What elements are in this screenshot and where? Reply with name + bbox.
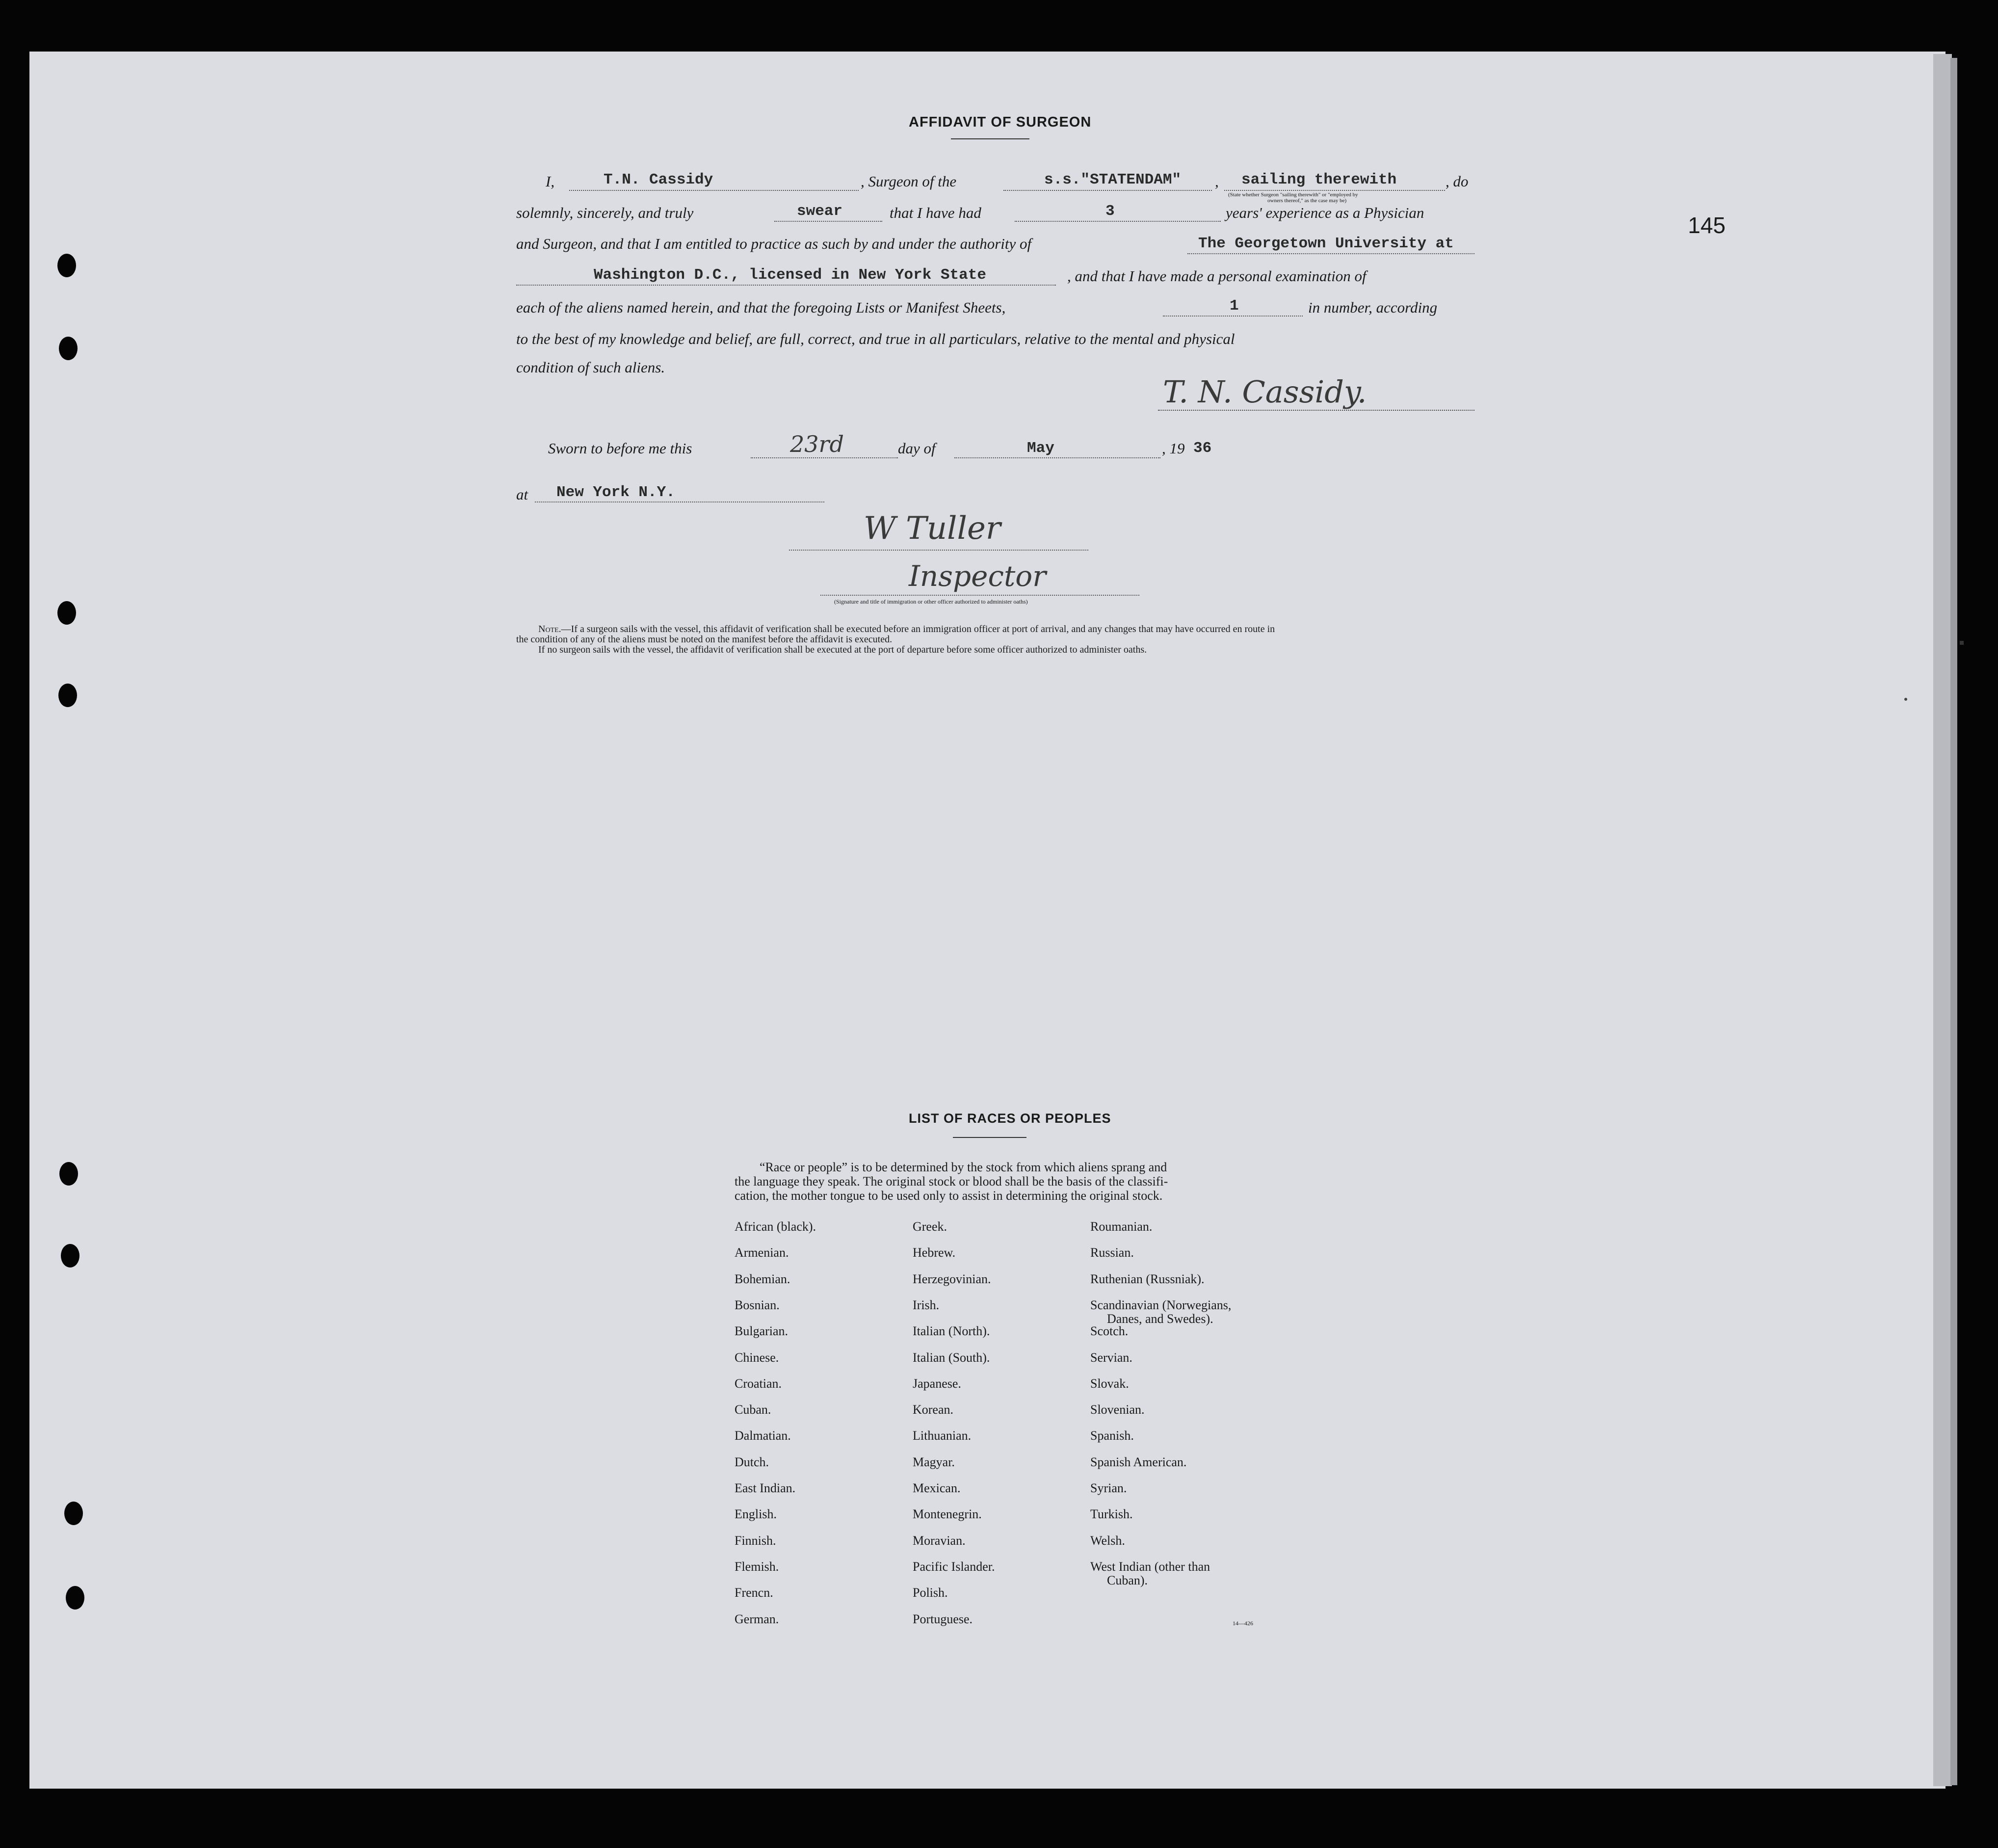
l1-mid: , Surgeon of the [861,173,957,190]
races-intro-2: the language they speak. The original stock or blood shall be the basis of the classifi- [735,1174,1168,1188]
race-item: Chinese. [735,1350,779,1365]
race-item: Roumanian. [1090,1219,1153,1234]
sworn-place-field: New York N.Y. [556,484,675,501]
race-item: Flemish. [735,1559,779,1574]
authority-line-1 [1187,253,1474,254]
race-item: English. [735,1507,777,1522]
years-line [1015,221,1221,222]
race-item: Portuguese. [913,1611,973,1626]
authority-field-2: Washington D.C., licensed in New York State [594,266,986,284]
race-item: Russian. [1090,1245,1134,1260]
note-text-1: —If a surgeon sails with the vessel, this affidavit of verification shall be executed before an immigration officer at port of arrival, and any changes that may have occurred en route in [561,624,1275,634]
race-item: Slovak. [1090,1376,1129,1391]
surgeon-name-field: T.N. Cassidy [604,171,713,188]
race-item: Italian (South). [913,1350,990,1365]
race-item: Armenian. [735,1245,789,1260]
stray-mark [1960,641,1964,645]
sheets-line [1163,316,1303,317]
race-item: Ruthenian (Russniak). [1090,1271,1205,1286]
l4-end: , and that I have made a personal examination of [1067,267,1367,285]
races-intro-3: cation, the mother tongue to be used only to assist in determining the original stock. [735,1188,1163,1203]
sworn-month-field: May [1027,440,1054,457]
race-item: Hebrew. [913,1245,956,1260]
authority-line-2 [516,285,1056,286]
sworn-day-of: day of [898,440,936,457]
l2-mid: that I have had [890,204,981,221]
title-underline [951,138,1029,139]
l7: condition of such aliens. [516,359,665,376]
sailing-status-field: sailing therewith [1241,171,1397,188]
punch-hole [59,337,78,360]
race-item: Spanish American. [1090,1454,1187,1469]
race-item: Dutch. [735,1454,769,1469]
race-item: Cuban. [735,1402,771,1417]
stray-mark [1904,698,1907,701]
page-number: 145 [1688,212,1726,238]
race-item: German. [735,1611,779,1626]
note-label: Note. [538,624,561,634]
surgeon-signature: T. N. Cassidy. [1163,374,1367,410]
officer-title: Inspector [909,559,1046,593]
race-item: Bulgarian. [735,1324,789,1339]
race-item: Montenegrin. [913,1507,982,1522]
affidavit-title: AFFIDAVIT OF SURGEON [909,114,1092,130]
punch-hole [57,254,76,277]
l1-comma: , [1215,173,1219,190]
race-item: Korean. [913,1402,954,1417]
surgeon-name-line [569,190,859,191]
l5-prefix: each of the aliens named herein, and that the foregoing Lists or Manifest Sheets, [516,299,1006,316]
race-item: Cuban). [1107,1573,1148,1587]
punch-hole [57,601,76,625]
page-edge-shadow [1950,58,1957,1785]
sworn-month-line [954,457,1160,458]
l2-end: years' experience as a Physician [1226,204,1424,221]
officer-caption: (Signature and title of immigration or other officer authorized to administer oaths) [834,598,1028,605]
sailing-note-2: owners thereof," as the case may be) [1267,198,1347,204]
race-item: Welsh. [1090,1533,1125,1548]
race-item: Magyar. [913,1454,955,1469]
race-item: Pacific Islander. [913,1559,995,1574]
race-item: West Indian (other than [1090,1559,1210,1574]
surgeon-signature-line [1158,410,1474,411]
race-item: Mexican. [913,1481,961,1495]
sworn-day-line [751,457,898,458]
sworn-year-field: 36 [1193,440,1212,457]
race-item: Scotch. [1090,1324,1129,1339]
officer-signature-line [789,550,1088,551]
sworn-day-field: 23rd [790,431,844,457]
sworn-prefix: Sworn to before me this [548,440,692,457]
sworn-at: at [516,486,528,503]
l2-prefix: solemnly, sincerely, and truly [516,204,694,221]
race-item: Scandinavian (Norwegians, [1090,1297,1232,1312]
race-item: African (black). [735,1219,816,1234]
race-item: Finnish. [735,1533,776,1548]
race-item: Irish. [913,1297,940,1312]
race-item: Lithuanian. [913,1428,972,1443]
l1-end: , do [1446,173,1469,190]
punch-hole [59,1162,78,1186]
race-item: Polish. [913,1585,948,1600]
page-edge [1933,54,1952,1786]
oath-type-line [774,221,882,222]
race-item: Dalmatian. [735,1428,791,1443]
punch-hole [64,1502,83,1525]
note-line-1 [538,624,1275,634]
ship-name-field: s.s."STATENDAM" [1044,171,1182,188]
l5-end: in number, according [1308,299,1438,316]
race-item: Bohemian. [735,1271,790,1286]
sailing-note-1: (State whether Surgeon "sailing therewith" or "employed by [1228,192,1358,198]
sheets-field: 1 [1230,297,1239,315]
race-item: Syrian. [1090,1481,1127,1495]
race-item: Japanese. [913,1376,961,1391]
races-title: LIST OF RACES OR PEOPLES [909,1111,1111,1126]
punch-hole [66,1586,84,1610]
races-title-underline [953,1137,1026,1138]
l6: to the best of my knowledge and belief, are full, correct, and true in all particulars, relative to the mental and physical [516,330,1235,347]
punch-hole [61,1244,79,1267]
race-item: Servian. [1090,1350,1132,1365]
race-item: Spanish. [1090,1428,1134,1443]
oath-type-field: swear [797,203,843,220]
form-number: 14—426 [1233,1620,1253,1627]
years-field: 3 [1105,203,1115,220]
l3-prefix: and Surgeon, and that I am entitled to practice as such by and under the authority of [516,235,1032,252]
race-item: East Indian. [735,1481,796,1495]
l1-prefix: I, [546,173,555,190]
race-item: Danes, and Swedes). [1107,1311,1213,1326]
race-item: Italian (North). [913,1324,990,1339]
ship-name-line [1003,190,1212,191]
race-item: Herzegovinian. [913,1271,991,1286]
race-item: Turkish. [1090,1507,1133,1522]
race-item: Frencn. [735,1585,773,1600]
race-item: Moravian. [913,1533,966,1548]
race-item: Bosnian. [735,1297,780,1312]
note-line-2: the condition of any of the aliens must be noted on the manifest before the affidavit is executed. [516,634,893,645]
sailing-status-line [1224,190,1445,191]
race-item: Croatian. [735,1376,782,1391]
races-intro-1: “Race or people” is to be determined by the stock from which aliens sprang and [760,1160,1167,1174]
race-item: Slovenian. [1090,1402,1145,1417]
punch-hole [58,684,77,707]
authority-field-1: The Georgetown University at [1198,235,1454,252]
officer-title-line [820,595,1139,596]
race-item: Greek. [913,1219,947,1234]
note-line-3: If no surgeon sails with the vessel, the affidavit of verification shall be executed at the port of departure before some officer authorized to administer oaths. [538,644,1147,655]
officer-signature: W Tuller [864,510,1001,547]
sworn-year-prefix: , 19 [1162,440,1185,457]
